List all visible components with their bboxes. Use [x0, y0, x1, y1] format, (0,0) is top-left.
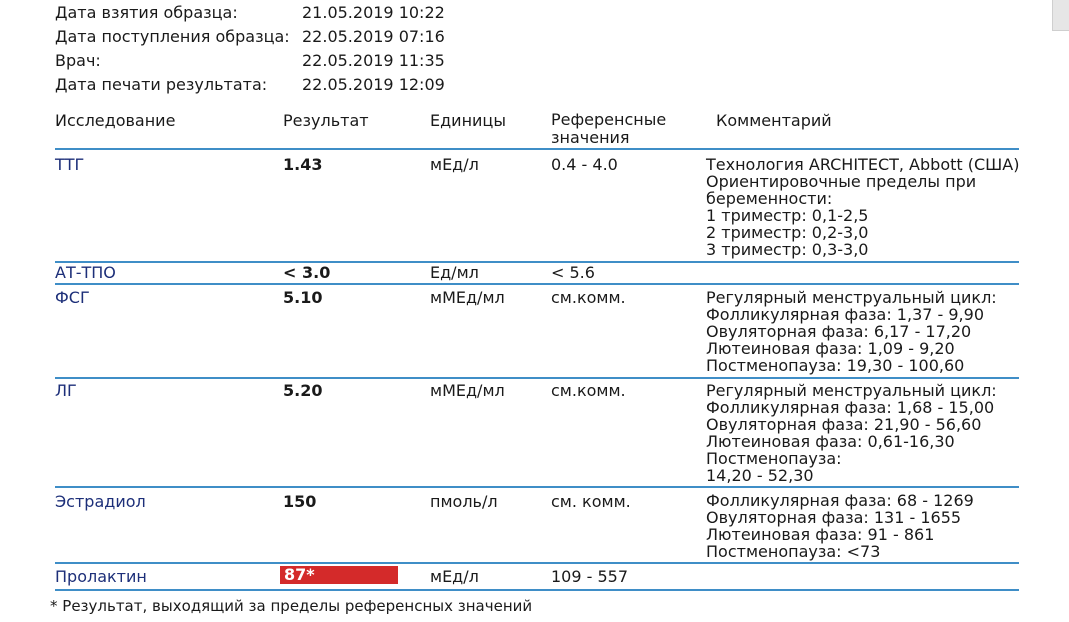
test-units: пмоль/л — [430, 492, 498, 511]
comment-line: 3 триместр: 0,3-3,0 — [706, 240, 869, 259]
meta-value: 21.05.2019 10:22 — [302, 3, 445, 22]
test-name: ТТГ — [55, 155, 85, 174]
footnote: * Результат, выходящий за пределы референсных значений — [50, 597, 533, 615]
table-row — [55, 564, 1019, 591]
comment-line: Овуляторная фаза: 21,90 - 56,60 — [706, 415, 982, 434]
test-name: АТ-ТПО — [55, 263, 116, 282]
test-reference: < 5.6 — [551, 263, 595, 282]
comment-line: Регулярный менструальный цикл: — [706, 288, 997, 307]
test-result: 150 — [283, 492, 317, 511]
meta-label: Дата печати результата: — [55, 75, 268, 94]
table-row — [55, 148, 1019, 263]
comment-line: Лютеиновая фаза: 1,09 - 9,20 — [706, 339, 955, 358]
comment-line: Фолликулярная фаза: 1,37 - 9,90 — [706, 305, 984, 324]
comment-line: Фолликулярная фаза: 1,68 - 15,00 — [706, 398, 995, 417]
header-reference — [551, 111, 666, 147]
test-name: Пролактин — [55, 567, 147, 586]
test-reference: см.комм. — [551, 288, 626, 307]
header-reference-line2: значения — [551, 128, 630, 147]
comment-line: Регулярный менструальный цикл: — [706, 381, 997, 400]
meta-value: 22.05.2019 12:09 — [302, 75, 445, 94]
test-units: мЕд/л — [430, 155, 479, 174]
comment-line: Фолликулярная фаза: 68 - 1269 — [706, 491, 974, 510]
meta-label: Врач: — [55, 51, 101, 70]
test-result: < 3.0 — [283, 263, 331, 282]
comment-line: Овуляторная фаза: 6,17 - 17,20 — [706, 322, 972, 341]
test-result: 1.43 — [283, 155, 323, 174]
table-row — [55, 379, 1019, 488]
comment-line: 2 триместр: 0,2-3,0 — [706, 223, 869, 242]
meta-label: Дата взятия образца: — [55, 3, 238, 22]
comment-line: беременности: — [706, 189, 833, 208]
test-result: 5.20 — [283, 381, 323, 400]
test-name: ЛГ — [55, 381, 77, 400]
test-name: ФСГ — [55, 288, 90, 307]
table-row — [55, 261, 1019, 285]
header-reference-line1: Референсные — [551, 110, 667, 129]
test-comment — [706, 382, 997, 484]
header-comment: Комментарий — [716, 111, 832, 130]
comment-line: Лютеиновая фаза: 91 - 861 — [706, 525, 935, 544]
test-reference: 109 - 557 — [551, 567, 629, 586]
comment-line: Технология ARCHITECT, Abbott (США) — [706, 155, 1020, 174]
table-row — [55, 285, 1019, 379]
header-units: Единицы — [430, 111, 506, 130]
table-row — [55, 488, 1019, 564]
meta-label: Дата поступления образца: — [55, 27, 290, 46]
test-comment — [706, 156, 1019, 258]
test-name: Эстрадиол — [55, 492, 146, 511]
scrollbar-corner — [1052, 0, 1069, 31]
meta-value: 22.05.2019 07:16 — [302, 27, 445, 46]
comment-line: Лютеиновая фаза: 0,61-16,30 — [706, 432, 955, 451]
test-comment — [706, 492, 974, 560]
out-of-range-result: 87* — [280, 566, 398, 584]
comment-line: Постменопауза: <73 — [706, 542, 881, 561]
comment-line: 1 триместр: 0,1-2,5 — [706, 206, 869, 225]
header-test: Исследование — [55, 111, 176, 130]
comment-line: Постменопауза: 19,30 - 100,60 — [706, 356, 965, 375]
test-reference: см.комм. — [551, 381, 626, 400]
comment-line: 14,20 - 52,30 — [706, 466, 814, 485]
test-result: 5.10 — [283, 288, 323, 307]
comment-line: Овуляторная фаза: 131 - 1655 — [706, 508, 962, 527]
header-result: Результат — [283, 111, 369, 130]
test-comment — [706, 289, 997, 374]
test-units: Ед/мл — [430, 263, 479, 282]
meta-value: 22.05.2019 11:35 — [302, 51, 445, 70]
comment-line: Ориентировочные пределы при — [706, 172, 977, 191]
test-reference: см. комм. — [551, 492, 631, 511]
test-reference: 0.4 - 4.0 — [551, 155, 618, 174]
comment-line: Постменопауза: — [706, 449, 842, 468]
test-units: мМЕд/мл — [430, 288, 505, 307]
test-units: мЕд/л — [430, 567, 479, 586]
test-units: мМЕд/мл — [430, 381, 505, 400]
